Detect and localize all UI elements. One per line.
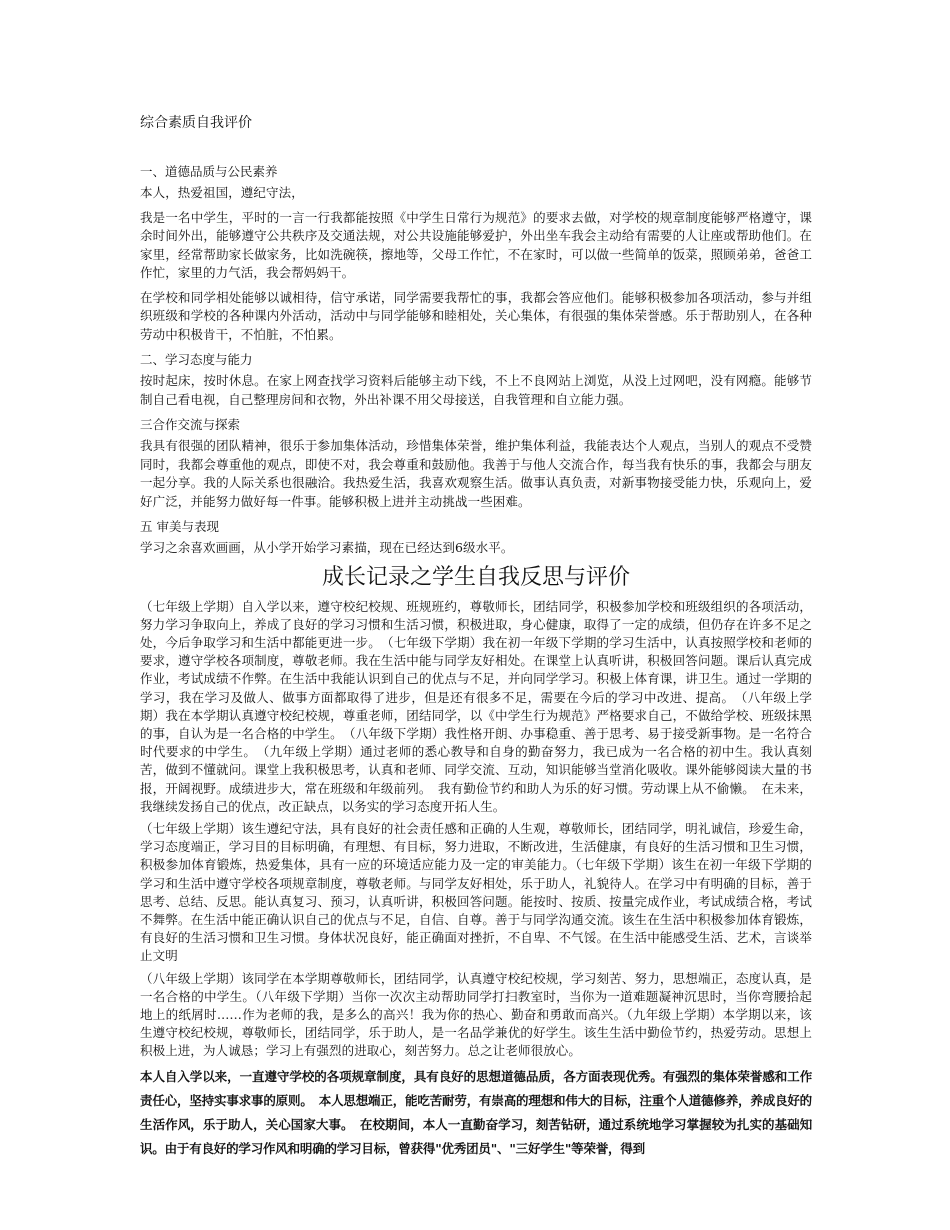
section-heading: 二、学习态度与能力 (140, 352, 253, 367)
paragraph: 按时起床，按时休息。在家上网查找学习资料后能够主动下线，不上不良网站上浏览，从没上过网吧，没有网瘾。能够节制自己看电视，自己整理房间和衣物，外出补课不用父母接送，自我管理和自立能力强。 (140, 373, 812, 407)
self-reflection-paragraph: （七年级上学期）自入学以来，遵守校纪校规、班规班约，尊敬师长，团结同学，积极参加学校和班级组织的各项活动，努力学习争取向上，养成了良好的学习习惯和生活习惯，积极进取，身心健康，取得了一定的成绩，但仍存在许多不足之处，今后争取学习和生活中都能更进一步。 （七年级下学期）我在初一年级下学期的学习生活中，认真按照学校和老师的要求，遵守学校各项制度，尊敬老师。我在生活中能与同学友好相处。在课堂上认真听讲，积极回答问题。课后认真完成作业，考试成绩不作弊。在生活中我能认识到自己的优点与不足，并向同学学习。积极上体育课，讲卫生。通过一学期的学习，我在学习及做人、做事方面都取得了进步，但是还有很多不足，需要在今后的学习中改进、提高。 （八年级上学期）我在本学期认真遵守校纪校规，尊重老师，团结同学，以《中学生行为规范》严格要求自己，不做给学校、班级抹黑的事，自认为是一名合格的中学生。 （八年级下学期）我性格开朗、办事稳重、善于思考、易于接受新事物。是一名符合时代要求的中学生。 （九年级上学期）通过老师的悉心教导和自身的勤奋努力，我已成为一名合格的初中生。我认真刻苦，做到不懂就问。课堂上我积极思考，认真和老师、同学交流、互动，知识能够当堂消化吸收。课外能够阅读大量的书报，开阔视野。成绩进步大，常在班级和年级前列。 我有勤俭节约和助人为乐的好习惯。劳动课上从不偷懒。 在未来，我继续发扬自己的优点，改正缺点，以务实的学习态度开拓人生。 (140, 598, 812, 814)
placeholder-glyph (140, 138, 812, 156)
section-heading: 三合作交流与探索 (140, 417, 241, 432)
paragraph: 我具有很强的团队精神，很乐于参加集体活动，珍惜集体荣誉，维护集体利益，我能表达个人观点，当别人的观点不受赞同时，我都会尊重他的观点，即使不对，我会尊重和鼓励他。我善于与他人交流合作，每当我有快乐的事，我都会与朋友一起分享。我的人际关系也很融洽。我热爱生活，我喜欢观察生活。做事认真负责，对新事物接受能力快，乐观向上，爱好广泛，并能努力做好每一件事。能够积极上进并主动挑战一些困难。 (140, 438, 812, 509)
teacher-comment-paragraph: （七年级上学期）该生遵纪守法，具有良好的社会责任感和正确的人生观，尊敬师长，团结同学，明礼诚信，珍爱生命，学习态度端正，学习目的目标明确，有理想、有目标，努力进取，不断改进，生活健康，有良好的生活习惯和卫生习惯，积极参加体育锻炼，热爱集体，具有一应的环境适应能力及一定的审美能力。（七年级下学期）该生在初一年级下学期的学习和生活中遵守学校各项规章制度，尊敬老师。与同学友好相处，乐于助人，礼貌待人。在学习中有明确的目标，善于思考、总结、反思。能认真复习、预习，认真听讲，积极回答问题。能按时、按质、按量完成作业，考试成绩合格，考试不舞弊。在生活中能正确认识自己的优点与不足，自信、自尊。善于与同学沟通交流。该生在生活中积极参加体育锻炼，有良好的生活习惯和卫生习惯。身体状况良好，能正确面对挫折，不自卑、不气馁。在生活中能感受生活、艺术，言谈举止文明 (140, 820, 812, 964)
paragraph: 学习之余喜欢画画，从小学开始学习素描，现在已经达到6级水平。 (140, 540, 514, 555)
teacher-comment-paragraph: （八年级上学期）该同学在本学期尊敬师长，团结同学，认真遵守校纪校规，学习刻苦、努力，思想端正，态度认真，是一名合格的中学生。（八年级下学期）当你一次次主动帮助同学打扫教室时，当你为一道难题凝神沉思时，当你弯腰拾起地上的纸屑时……作为老师的我，是多么的高兴！我为你的热心、勤奋和勇敢而高兴。（九年级上学期）本学期以来，该生遵守校纪校规，尊敬师长，团结同学，乐于助人，是一名品学兼优的好学生。该生生活中勤俭节约，热爱劳动。思想上积极上进，为人诚恳；学习上有强烈的进取心，刻苦努力。总之让老师很放心。 (140, 970, 812, 1059)
section-heading: 五 审美与表现 (140, 519, 219, 534)
section-cooperation (140, 415, 812, 511)
paragraph: 在学校和同学相处能够以诚相待，信守承诺，同学需要我帮忙的事，我都会答应他们。能够积极参加各项活动，参与并组织班级和学校的各种课内外活动，活动中与同学能够和睦相处，关心集体，有很强的集体荣誉感。乐于帮助别人，在各种劳动中积极肯干，不怕脏，不怕累。 (140, 289, 812, 342)
summary-paragraph: 本人自入学以来，一直遵守学校的各项规章制度，具有良好的思想道德品质，各方面表现优秀。有强烈的集体荣誉感和工作责任心，坚持实事求事的原则。 本人思想端正，能吃苦耐劳，有崇高的理想和伟大的目标，注重个人道德修养，养成良好的生活作风，乐于助人，关心国家大事。 在校期间，本人一直勤奋学习，刻苦钻研，通过系统地学习掌握较为扎实的基础知识。由于有良好的学习作风和明确的学习目标，曾获得"优秀团员"、"三好学生"等荣誉，得到 (140, 1068, 812, 1156)
paragraph: 本人，热爱祖国，遵纪守法， (140, 185, 304, 200)
document-page (140, 112, 812, 1167)
growth-record-title: 成长记录之学生自我反思与评价 (321, 564, 630, 590)
section-moral (140, 162, 812, 344)
section-heading: 一、道德品质与公民素养 (140, 164, 278, 179)
section-aesthetics (140, 517, 812, 558)
document-title: 综合素质自我评价 (140, 115, 252, 131)
section-learning (140, 350, 812, 409)
paragraph: 我是一名中学生，平时的一言一行我都能按照《中学生日常行为规范》的要求去做，对学校的规章制度能够严格遵守，课余时间外出，能够遵守公共秩序及交通法规，对公共设施能够爱护，外出坐车我会主动给有需要的人让座或帮助他们。在家里，经常帮助家长做家务，比如洗碗筷，擦地等，父母工作忙，不在家时，可以做一些简单的饭菜，照顾弟弟，爸爸工作忙，家里的力气活，我会帮妈妈干。 (140, 209, 812, 280)
